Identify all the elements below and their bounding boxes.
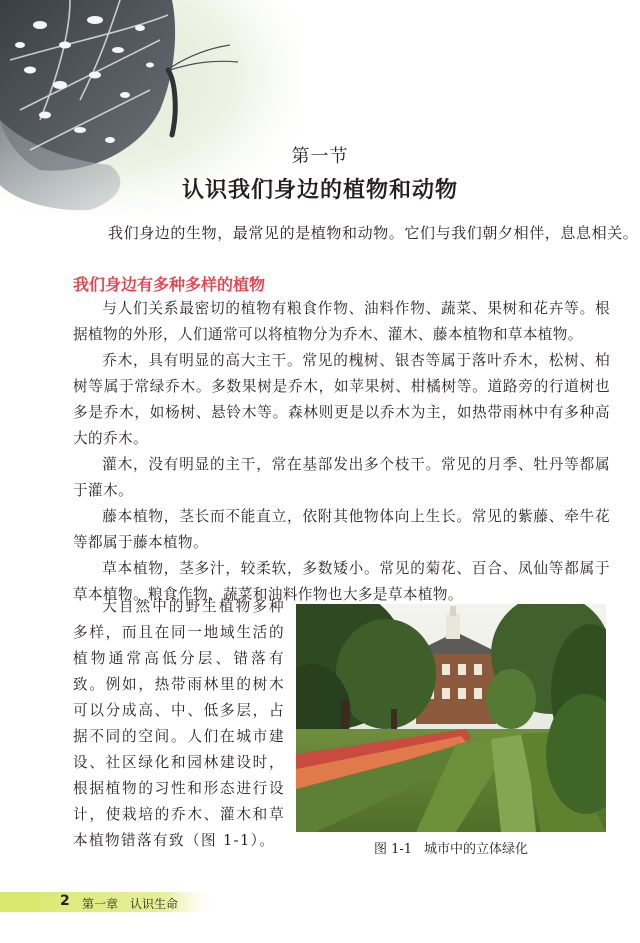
page-number: 2 [60, 893, 70, 909]
garden-photo [296, 604, 606, 832]
paragraph-3: 灌木，没有明显的主干，常在基部发出多个枝干。常见的月季、牡丹等都属于灌木。 [73, 456, 610, 499]
footer-chapter-title: 第一章 认识生命 [82, 897, 179, 911]
paragraph-1: 与人们关系最密切的植物有粮食作物、油料作物、蔬菜、果树和花卉等。根据植物的外形，人们通常可以将植物分为乔木、灌木、藤本植物和草本植物。 [73, 300, 610, 343]
paragraph-4: 藤本植物，茎长而不能直立，依附其他物体向上生长。常见的紫藤、牵牛花等都属于藤本植物。 [73, 508, 610, 551]
figure-caption [296, 838, 606, 857]
paragraph-5: 草本植物，茎多汁，较柔软，多数矮小。常见的菊花、百合、凤仙等都属于草本植物。粮食作物、蔬菜和油料作物也大多是草本植物。 [73, 560, 610, 603]
paragraph-2: 乔木，具有明显的高大主干。常见的槐树、银杏等属于落叶乔木，松树、柏树等属于常绿乔木。多数果树是乔木，如苹果树、柑橘树等。道路旁的行道树也多是乔木，如杨树、悬铃木等。森林则更是以乔木为主，如热带雨林中有多种高大的乔木。 [73, 352, 610, 447]
figure-caption-text: 城市中的立体绿化 [424, 842, 529, 857]
subheading: 我们身边有多种多样的植物 [73, 275, 266, 294]
section-label: 第一节 [291, 146, 349, 167]
side-paragraph: 大自然中的野生植物多种多样，而且在同一地域生活的植物通常高低分层、错落有致。例如，热带雨林里的树木可以分成高、中、低多层，占据不同的空间。人们在城市建设、社区绿化和园林建设时，根据植物的习性和形态进行设计，使栽培的乔木、灌木和草本植物错落有致（图 1-1）。 [73, 598, 285, 849]
intro-paragraph: 我们身边的生物，最常见的是植物和动物。它们与我们朝夕相伴，息息相关。 [108, 224, 639, 242]
section-title: 认识我们身边的植物和动物 [181, 178, 458, 203]
body-text [73, 296, 610, 608]
figure-number: 图 1-1 [373, 842, 413, 857]
